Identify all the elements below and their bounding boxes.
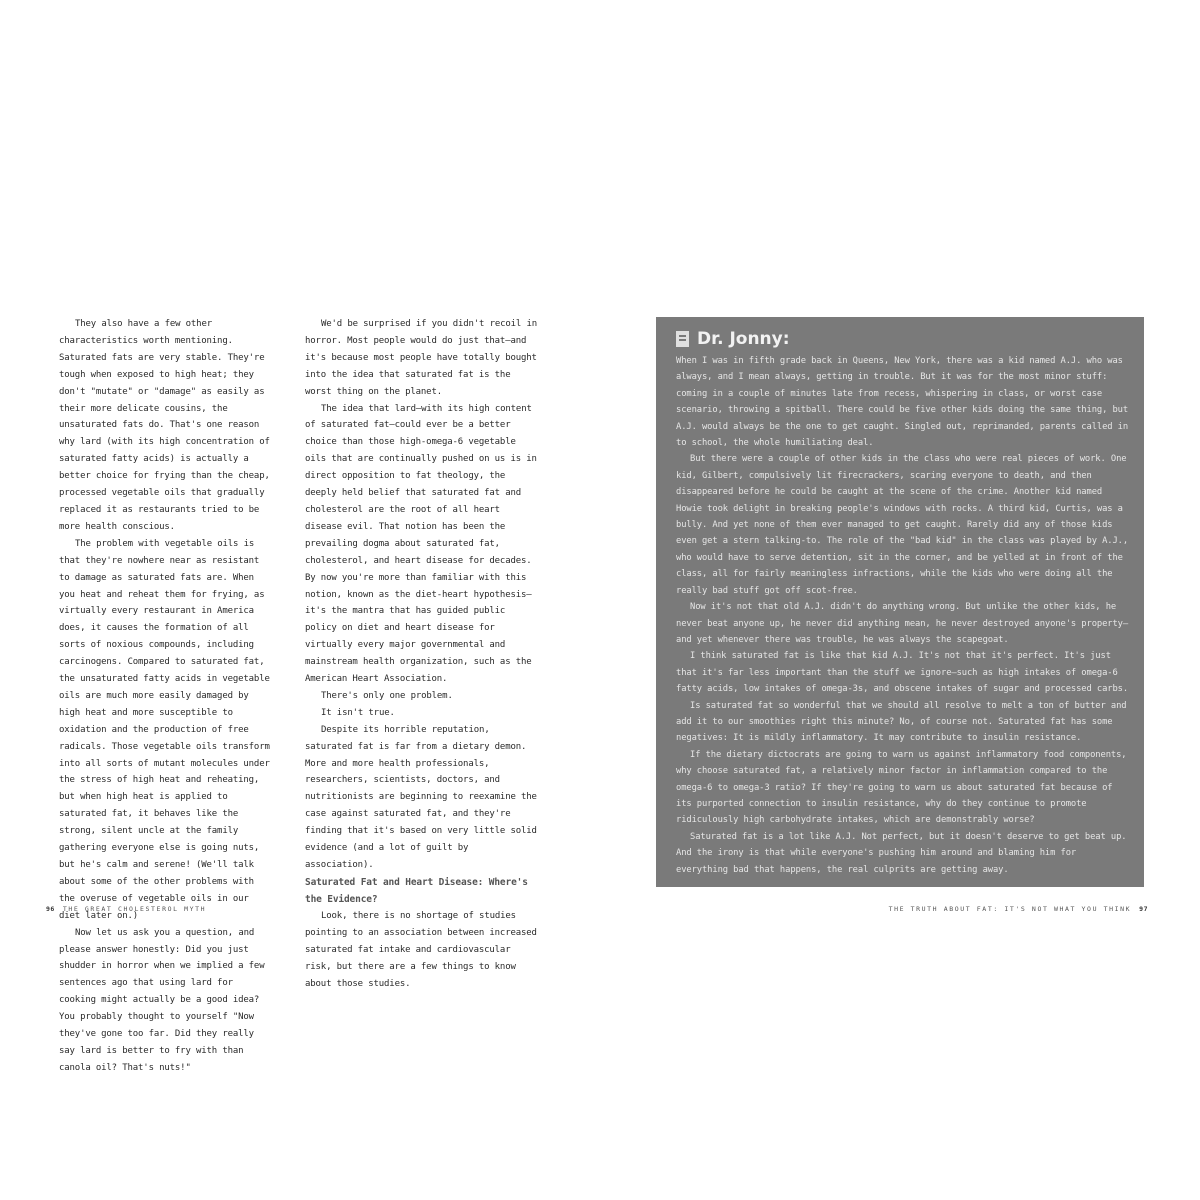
dr-jonny-sidebar — [656, 317, 1144, 887]
sidebar-paragraph: But there were a couple of other kids in the class who were real pieces of work. One kid, Gilbert, compulsively lit firecrackers, scaring everyone to death, and then disappeared before he could be caught at the scene of the crime. Another kid named Howie took delight in breaking people's windows with rocks. A third kid, Curtis, was a bully. And yet none of them ever managed to get caught. Rarely did any of those kids even get a stern talking-to. The role of the "bad kid" in the class was played by A.J., who would have to serve detention, sit in the corner, and be yelled at in front of the class, all for fairly meaningless infractions, while the kids who were doing all the really bad stuff got off scot-free. — [676, 454, 1129, 596]
body-paragraph: The problem with vegetable oils is that they're nowhere near as resistant to damage as saturated fats are. When you heat and reheat them for frying, as virtually every restaurant in America does, it causes the formation of all sorts of noxious compounds, including carcinogens. Compared to saturated fat, the unsaturated fatty acids in vegetable oils are much more easily damaged by high heat and more susceptible to oxidation and the production of free radicals. Those vegetable oils transform into all sorts of mutant molecules under the stress of high heat and reheating, but when high heat is applied to saturated fat, it behaves like the strong, silent uncle at the family gathering everyone else is going nuts, but he's calm and serene! (We'll talk about some of the other problems with the overuse of vegetable oils in our diet later on.) — [59, 538, 270, 921]
left-text-column — [59, 316, 271, 1077]
body-paragraph: The idea that lard—with its high content of saturated fat—could ever be a better choice than those high-omega-6 vegetable oils that are continually pushed on us is in direct opposition to fat theology, the deeply held belief that saturated fat and cholesterol are the root of all heart disease evil. That notion has been the prevailing dogma about saturated fat, cholesterol, and heart disease for decades. By now you're more than familiar with this notion, known as the diet-heart hypothesis—it's the mantra that has guided public policy on diet and heart disease for virtually every major governmental and mainstream health organization, such as the American Heart Association. — [305, 403, 537, 685]
sidebar-paragraph: Saturated fat is a lot like A.J. Not perfect, but it doesn't deserve to get beat up. And the irony is that while everyone's pushing him around and blaming him for everything bad that happens, the real culprits are getting away. — [676, 831, 1127, 875]
sidebar-body — [676, 353, 1130, 878]
body-paragraph: We'd be surprised if you didn't recoil in horror. Most people would do just that—and it's because most people have totally bought into the idea that saturated fat is the worst thing on the planet. — [305, 319, 538, 397]
running-footer-title: THE GREAT CHOLESTEROL MYTH — [62, 905, 207, 913]
middle-text-column — [305, 316, 537, 992]
sidebar-paragraph: Now it's not that old A.J. didn't do anything wrong. But unlike the other kids, he never beat anyone up, he never did anything mean, he never destroyed anyone's property—and yet whenever there was trouble, he was always the scapegoat. — [676, 602, 1129, 645]
note-icon — [676, 331, 689, 347]
body-paragraph: Now let us ask you a question, and please answer honestly: Did you just shudder in horror when we implied a few sentences ago that using lard for cooking might actually be a good idea? You probably thought to yourself "Now they've gone too far. Did they really say lard is better to fry with than canola oil? That's nuts!" — [59, 927, 265, 1073]
section-subheading: Saturated Fat and Heart Disease: Where's the Evidence? — [305, 876, 528, 905]
sidebar-paragraph: When I was in fifth grade back in Queens, New York, there was a kid named A.J. who was always, and I mean always, getting in trouble. But it was for the most minor stuff: coming in a couple of minutes late from recess, whispering in class, or worst case scenario, throwing a spitball. There could be five other kids doing the same thing, but A.J. would always be the one to get caught. Singled out, reprimanded, parents called in to school, the whole humiliating deal. — [676, 356, 1129, 449]
page-number: 97 — [1139, 905, 1148, 913]
page-number: 96 — [46, 905, 55, 913]
sidebar-header — [676, 329, 1130, 349]
left-page-footer — [38, 905, 206, 913]
body-paragraph: There's only one problem. — [321, 690, 453, 701]
sidebar-paragraph: Is saturated fat so wonderful that we should all resolve to melt a ton of butter and add it to our smoothies right this minute? No, of course not. Saturated fat has some negatives: It is mildly inflammatory. It may contribute to insulin resistance. — [676, 700, 1127, 744]
body-paragraph: Despite its horrible reputation, saturated fat is far from a dietary demon. More and more health professionals, researchers, scientists, doctors, and nutritionists are beginning to reexamine the case against saturated fat, and they're finding that it's based on very little solid evidence (and a lot of guilt by association). — [305, 724, 537, 870]
right-page-footer — [889, 905, 1156, 913]
body-paragraph: They also have a few other characteristics worth mentioning. Saturated fats are very stable. They're tough when exposed to high heat; they don't "mutate" or "damage" as easily as their more delicate cousins, the unsaturated fats do. That's one reason why lard (with its high concentration of saturated fatty acids) is actually a better choice for frying than the cheap, processed vegetable oils that gradually replaced it as restaurants tried to be more health conscious. — [59, 319, 270, 532]
sidebar-title: Dr. Jonny: — [697, 329, 790, 349]
sidebar-paragraph: I think saturated fat is like that kid A.J. It's not that it's perfect. It's just that it's far less important than the stuff we ignore—such as high intakes of omega-6 fatty acids, low intakes of omega-3s, and obscene intakes of sugar and processed carbs. — [676, 651, 1129, 695]
body-paragraph: Look, there is no shortage of studies pointing to an association between increased saturated fat intake and cardiovascular risk, but there are a few things to know about those studies. — [305, 910, 537, 989]
sidebar-paragraph: If the dietary dictocrats are going to warn us against inflammatory food components, why choose saturated fat, a relatively minor factor in inflammation compared to the omega-6 to omega-3 ratio? If they're going to warn us about saturated fat because of its purported connection to insulin resistance, why do they continue to promote ridiculously high carbohydrate intakes, which are demonstrably worse? — [676, 749, 1127, 826]
running-footer-title: THE TRUTH ABOUT FAT: IT'S NOT WHAT YOU THINK — [888, 905, 1132, 913]
body-paragraph: It isn't true. — [321, 707, 395, 718]
